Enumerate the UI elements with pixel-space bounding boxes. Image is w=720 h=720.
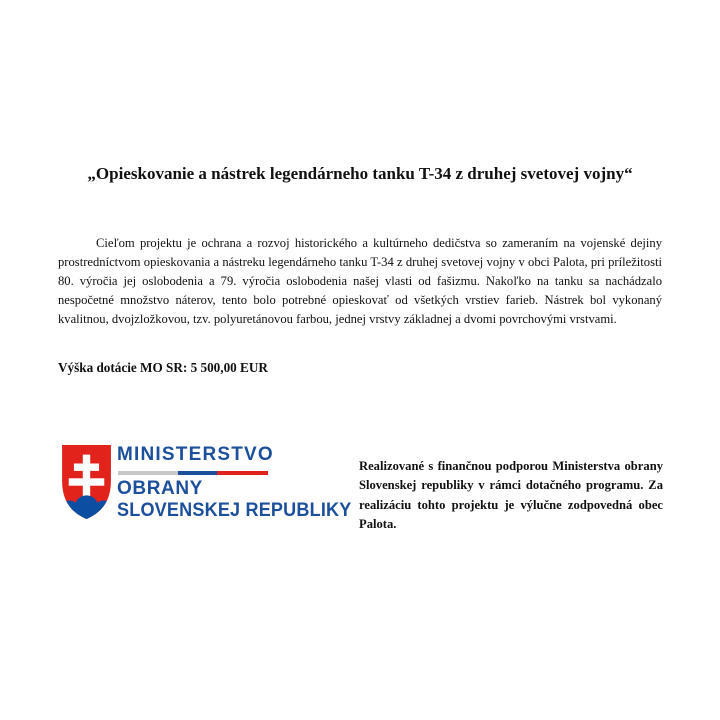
slovak-coat-of-arms-icon — [62, 445, 111, 519]
logo-word-ministerstvo: MINISTERSTVO — [117, 444, 274, 465]
tricolor-silver-segment — [118, 471, 178, 475]
tricolor-divider — [118, 471, 268, 475]
page-title: „Opieskovanie a nástrek legendárneho tanku T-34 z druhej svetovej vojny“ — [87, 164, 633, 183]
tricolor-red-segment — [217, 471, 268, 475]
grant-amount-line: Výška dotácie MO SR: 5 500,00 EUR — [58, 360, 268, 375]
support-note: Realizované s finančnou podporou Ministerstva obrany Slovenskej republiky v rámci dotačného programu. Za realizáciu tohto projektu je výlučne zodpovedná obec Palota. — [359, 459, 663, 531]
logo-word-obrany: OBRANY — [117, 478, 203, 499]
logo-word-slovenskej-republiky: SLOVENSKEJ REPUBLIKY — [117, 500, 352, 521]
tricolor-blue-segment — [178, 471, 217, 475]
project-description: Cieľom projektu je ochrana a rozvoj historického a kultúrneho dedičstva so zameraním na vojenské dejiny prostredníctvom opieskovania a nástreku legendárneho tanku T-34 z druhej svetovej vojny v obci Palota, pri príležitosti 80. výročia jej oslobodenia a 79. výročia oslobodenia našej vlasti od fašizmu. Nakoľko na tanku sa nachádzalo nespočetné množstvo náterov, tento bolo potrebné opieskovať od všetkých vrstiev farieb. Nástrek bol vykonaný kvalitnou, dvojzložkovou, tzv. polyuretánovou farbou, jednej vrstvy základnej a dvomi povrchovými vrstvami. — [58, 236, 662, 326]
